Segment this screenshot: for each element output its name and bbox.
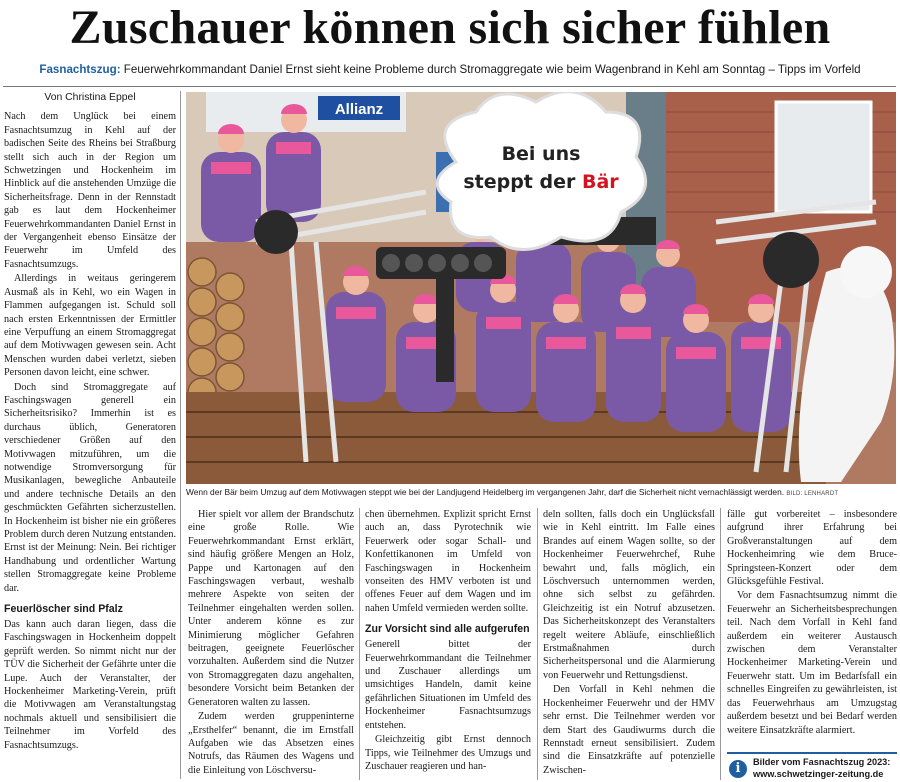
info-link[interactable]: www.schwetzinger-zeitung.de bbox=[753, 769, 884, 779]
caption-text: Wenn der Bär beim Umzug auf dem Motivwagen steppt wie bei der Landjugend Heidelberg im vergangenen Jahr, darf die Sicherheit nicht vernachlässigt werden. bbox=[186, 487, 785, 497]
column-5 bbox=[727, 508, 897, 737]
col3-paragraph-3: Gleichzeitig gibt Ernst dennoch Tipps, wie Teilnehmer des Umzugs und Zuschauer reagieren und han- bbox=[365, 734, 531, 772]
photo-credit: BILD: LENHARDT bbox=[786, 491, 839, 497]
column-divider bbox=[180, 91, 181, 779]
info-box[interactable] bbox=[727, 752, 897, 782]
subheadline bbox=[0, 62, 900, 78]
col3-paragraph-1: chen übernehmen. Explizit spricht Ernst auch an, dass Pyrotechnik wie Feuerwerk oder sogar Schall- und Konfettikanonen im Umfeld von Faschingswagen in Hockenheim vonseiten des HMV verboten ist und offenes Feuer auf dem Wagen und im nahen Umfeld vermieden werden sollte. bbox=[365, 509, 531, 614]
col2-paragraph-1: Hier spielt vor allem der Brandschutz eine große Rolle. Wie Feuerwehrkommandant Ernst erklärt, sind häufig größere Mengen an Holz, Pappe und Kartonagen auf den Faschingswagen verbaut, weshalb mehrere Aspekte von seiten der Teilnehmer eingehalten werden sollen. Unter anderem könne es zur Minimierung möglicher Gefahren beitragen, geeignete Feuerlöscher vorzuhalten. Außerdem sind die Nutzer von Stromaggregaten dazu angehalten, besondere Vorsicht beim Betanken der Generatoren walten zu lassen. bbox=[188, 509, 354, 708]
column-4 bbox=[543, 508, 715, 777]
column-divider bbox=[720, 508, 721, 780]
sign-line-2 bbox=[463, 171, 619, 193]
subheadline-text: Feuerwehrkommandant Daniel Ernst sieht keine Probleme durch Stromaggregate wie beim Wagenbrand in Kehl am Sonntag – Tipps im Vorfeld bbox=[123, 63, 861, 76]
col1-paragraph-4: Das kann auch daran liegen, dass die Faschingswagen in Hockenheim doppelt geprüft werden. So nimmt nicht nur der TÜV die Sicherheit der Gefährte unter die Lupe. Auch der Veranstalter, der Hockenheimer Marketing-Verein, prüft die Motivwagen am Veranstaltungstag nochmals aktuell und sensibilisiert die Teilnehmer im Vorfeld des Fasnachtsumzugs. bbox=[4, 619, 176, 751]
photo-caption bbox=[186, 487, 896, 500]
col4-paragraph-1: deln sollten, falls doch ein Unglücksfall wie in Kehl eintritt. Im Falle eines Brandes auf einem Wagen sollte, so der Hockenheimer Feuerwehrchef, Ruhe bewahrt und, falls möglich, ein Löschversuch unternommen werden, ohne sich selbst zu gefährden. Gleichzeitig ist ein Notruf abzusetzen. Das Sicherheitskonzept des Veranstalters regelt weitere Abläufe, einschließlich Erstmaßnahmen durch Sicherheitspersonal und die Alarmierung von Feuerwehr und Rettungsdienst. bbox=[543, 509, 715, 681]
kicker: Fasnachtszug: bbox=[39, 63, 121, 76]
info-icon: i bbox=[729, 760, 747, 778]
col1-subheading: Feuerlöscher sind Pfalz bbox=[4, 603, 123, 616]
col4-paragraph-2: Den Vorfall in Kehl nehmen die Hockenheimer Feuerwehr und der HMV sehr ernst. Die Teilnehmer werden vor dem Start des Gaudiwurms durch die Rennstadt erneut sensibilisiert. Zudem sind die Einsatzkräfte auf potenzielle Zwischen- bbox=[543, 684, 715, 776]
column-divider bbox=[537, 508, 538, 780]
shop-sign: Allianz bbox=[334, 101, 384, 118]
info-title: Bilder vom Fasnachtszug 2023: bbox=[753, 757, 891, 767]
column-1 bbox=[4, 91, 176, 752]
col1-paragraph-3: Doch sind Stromaggregate auf Faschingswagen generell ein Sicherheitsrisiko? Immerhin ist es durchaus üblich, Generatoren verschiedener Größen auf den Motivwagen mitzuführen, um die notwendige Stromversorgung für Musikanlagen, bewegliche Anbauteile und andere technische Details an den geschmückten Gefährten sicherzustellen. In Hockenheim ist bisher nie ein größeres Problem durch deren Nutzung entstanden. Ernst ist der Meinung: Nein. Bei richtiger Handhabung und ordentlicher Wartung stellen Stromaggregate keine Probleme dar. bbox=[4, 381, 176, 594]
sign-bear-word: Bär bbox=[581, 171, 619, 193]
headline: Zuschauer können sich sicher fühlen bbox=[69, 1, 831, 54]
col5-paragraph-2: Vor dem Fasnachtsumzug nimmt die Feuerwehr an Sicherheitsbesprechungen teil. Nach dem Vorfall in Kehl fand außerdem ein weiterer Austausch zwischen dem Veranstalter Hockenheimer Marketing-Verein und Feuerwehr statt. Um im Bedarfsfall ein schnelles Eingreifen zu gewährleisten, ist das Feuerwehrhaus am Umzugstag außerdem besetzt und bei Bedarf werden weitere Einsatzkräfte alarmiert. bbox=[727, 590, 897, 736]
column-divider bbox=[359, 508, 360, 780]
article-photo bbox=[186, 92, 896, 484]
sign-line-2-text: steppt der bbox=[463, 171, 582, 193]
carnival-float-illustration bbox=[186, 92, 896, 484]
col3-paragraph-2: Generell bittet der Feuerwehrkommandant die Teilnehmer und Zuschauer allerdings um umsichtiges Handeln, damit keine gefährlichen Situationen im Umfeld des Hockenheimer Fasnachtsumzugs entstehen. bbox=[365, 639, 531, 731]
column-2 bbox=[188, 508, 354, 777]
col5-paragraph-1: fälle gut vorbereitet – insbesondere aufgrund ihrer Erfahrung bei Großveranstaltungen auf dem Hockenheimring wie dem Bruce-Springsteen-Konzert oder dem Glücksgefühle Festival. bbox=[727, 509, 897, 588]
header-rule bbox=[3, 86, 896, 87]
col1-paragraph-1: Nach dem Unglück bei einem Fasnachtsumzug in Kehl auf der badischen Seite des Rheins bei Straßburg stellt sich auch in der Region um Schwetzingen und Hockenheim im Hinblick auf die anstehenden Umzüge die Sicherheitsfrage. Denn in der Rennstadt gab es laut dem Hockenheimer Feuerwehrkommandanten Daniel Ernst in der Vergangenheit ebenso Einsätze der Feuerwehr im Umfeld des Fasnachtsumzugs. bbox=[4, 111, 176, 270]
col2-paragraph-2: Zudem werden gruppeninterne „Ersthelfer“ benannt, die im Ernstfall Aufgaben wie das Absetzen eines Notrufs, das Räumen des Wagens und die Einleitung von Löschversu- bbox=[188, 711, 354, 776]
sign-line-1: Bei uns bbox=[501, 143, 581, 165]
col1-paragraph-2: Allerdings in weitaus geringerem Ausmaß als in Kehl, wo ein Wagen in Flammen aufgegangen ist. Schuld soll nach ersten Erkenntnissen der Ermittler eine Verpuffung an einem Stromaggregat auf dem Motivwagen gewesen sein. Acht Menschen wurden dabei verletzt, sieben Personen davon leicht, eine schwer. bbox=[4, 273, 176, 379]
col3-subheading: Zur Vorsicht sind alle aufgerufen bbox=[365, 623, 530, 636]
byline: Von Christina Eppel bbox=[44, 92, 136, 103]
column-3 bbox=[365, 508, 531, 773]
